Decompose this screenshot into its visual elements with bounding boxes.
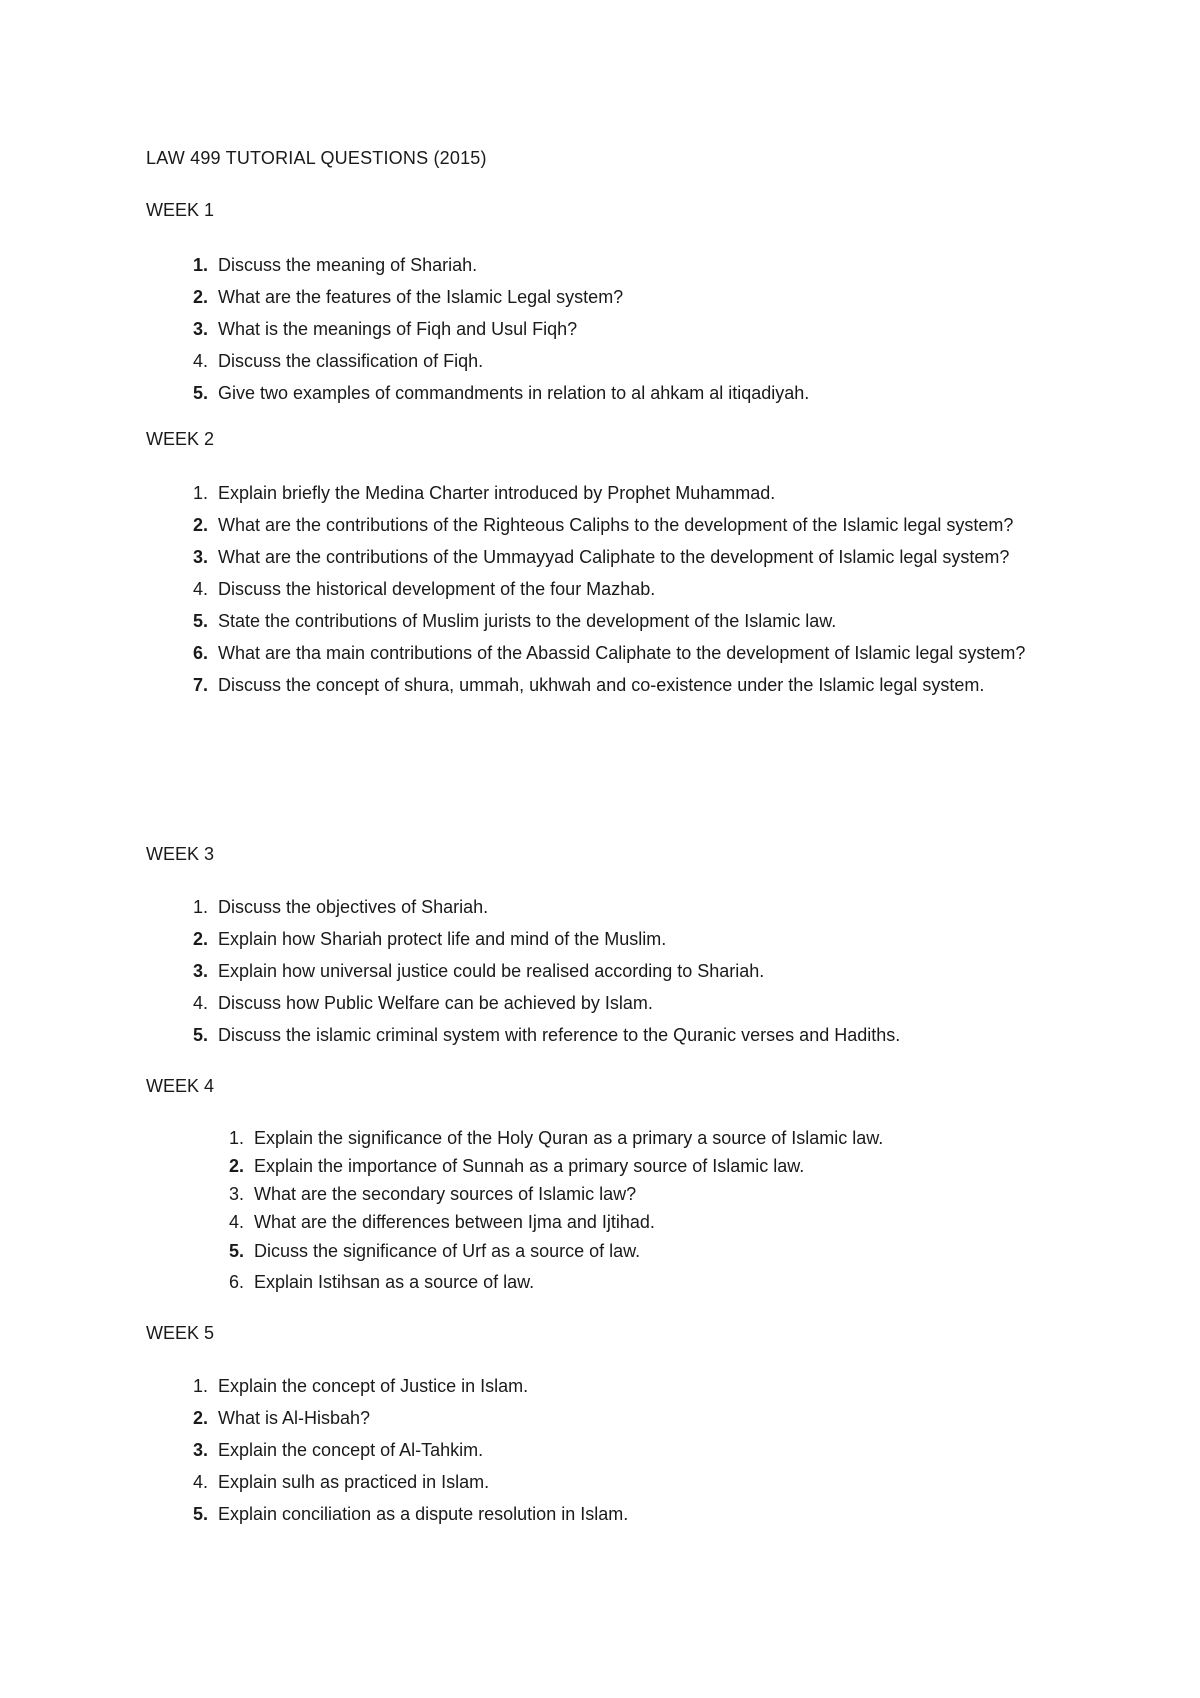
question-item [192, 987, 1078, 1019]
question-text: Explain conciliation as a dispute resolution in Islam. [218, 1504, 629, 1524]
question-number: 5. [192, 383, 208, 403]
week-1-question-list [192, 249, 1078, 409]
question-number: 3. [192, 547, 208, 567]
question-number: 1. [192, 1376, 208, 1396]
question-number: 2. [228, 1156, 244, 1176]
question-item [192, 377, 1078, 409]
question-number: 3. [192, 319, 208, 339]
question-text: Discuss the objectives of Shariah. [218, 897, 489, 917]
question-text: Discuss the meaning of Shariah. [218, 255, 478, 275]
question-text: What are the differences between Ijma and Ijtihad. [254, 1212, 655, 1232]
week-5-heading: WEEK 5 [146, 1323, 215, 1343]
question-number: 4. [192, 1472, 208, 1492]
question-item [192, 313, 1078, 345]
question-number: 6. [228, 1272, 244, 1292]
question-number: 2. [192, 1408, 208, 1428]
question-number: 2. [192, 929, 208, 949]
question-text: What are tha main contributions of the Abassid Caliphate to the development of Islamic legal system? [218, 643, 1026, 663]
question-text: What is the meanings of Fiqh and Usul Fiqh? [218, 319, 578, 339]
question-text: Explain Istihsan as a source of law. [254, 1272, 535, 1292]
question-item [192, 1466, 1078, 1498]
question-item [228, 1124, 1094, 1152]
question-number: 5. [228, 1241, 244, 1261]
document-title: LAW 499 TUTORIAL QUESTIONS (2015) [146, 148, 487, 168]
question-item [192, 1498, 1078, 1530]
week-3-heading: WEEK 3 [146, 844, 215, 864]
question-number: 7. [192, 675, 208, 695]
question-text: What are the secondary sources of Islamic law? [254, 1184, 637, 1204]
question-text: Explain the importance of Sunnah as a primary source of Islamic law. [254, 1156, 805, 1176]
question-number: 1. [192, 897, 208, 917]
question-item [192, 573, 1078, 605]
question-text: Explain the concept of Al-Tahkim. [218, 1440, 484, 1460]
question-item [192, 249, 1078, 281]
question-item [192, 669, 1078, 701]
week-2-heading: WEEK 2 [146, 429, 215, 449]
question-number: 4. [192, 351, 208, 371]
question-text: Discuss the classification of Fiqh. [218, 351, 484, 371]
question-item [228, 1267, 1094, 1298]
question-item [192, 345, 1078, 377]
question-item [192, 1402, 1078, 1434]
question-text: Discuss the concept of shura, ummah, ukhwah and co-existence under the Islamic legal system. [218, 675, 985, 695]
question-item [192, 1370, 1078, 1402]
week-2-question-list [192, 477, 1078, 701]
question-number: 5. [192, 1025, 208, 1045]
question-number: 1. [192, 483, 208, 503]
question-text: Discuss how Public Welfare can be achieved by Islam. [218, 993, 653, 1013]
question-number: 4. [192, 579, 208, 599]
question-item [228, 1208, 1094, 1236]
question-text: Give two examples of commandments in relation to al ahkam al itiqadiyah. [218, 383, 810, 403]
question-number: 6. [192, 643, 208, 663]
question-number: 5. [192, 611, 208, 631]
question-item [192, 605, 1078, 637]
question-text: What are the contributions of the Righteous Caliphs to the development of the Islamic legal system? [218, 515, 1014, 535]
week-3-question-list [192, 891, 1078, 1051]
question-text: Discuss the islamic criminal system with reference to the Quranic verses and Hadiths. [218, 1025, 901, 1045]
question-number: 1. [192, 255, 208, 275]
question-text: What are the features of the Islamic Legal system? [218, 287, 624, 307]
question-number: 1. [228, 1128, 244, 1148]
question-number: 2. [192, 515, 208, 535]
question-item [192, 1434, 1078, 1466]
question-number: 4. [228, 1212, 244, 1232]
question-number: 2. [192, 287, 208, 307]
question-text: What is Al-Hisbah? [218, 1408, 371, 1428]
question-number: 3. [192, 961, 208, 981]
question-item [192, 891, 1078, 923]
question-item [192, 637, 1078, 669]
question-item [228, 1152, 1094, 1180]
question-number: 5. [192, 1504, 208, 1524]
question-number: 4. [192, 993, 208, 1013]
week-1-heading: WEEK 1 [146, 200, 215, 220]
question-text: Explain briefly the Medina Charter introduced by Prophet Muhammad. [218, 483, 776, 503]
question-text: Explain how universal justice could be realised according to Shariah. [218, 961, 765, 981]
question-number: 3. [192, 1440, 208, 1460]
question-item [228, 1180, 1094, 1208]
question-text: Discuss the historical development of the four Mazhab. [218, 579, 656, 599]
week-5-question-list [192, 1370, 1078, 1530]
question-item [192, 509, 1078, 541]
week-4-heading: WEEK 4 [146, 1076, 215, 1096]
question-text: State the contributions of Muslim jurists to the development of the Islamic law. [218, 611, 837, 631]
question-text: Explain the significance of the Holy Quran as a primary a source of Islamic law. [254, 1128, 884, 1148]
question-item [192, 955, 1078, 987]
question-item [228, 1236, 1094, 1267]
question-item [192, 477, 1078, 509]
question-text: Explain how Shariah protect life and mind of the Muslim. [218, 929, 667, 949]
question-text: Explain the concept of Justice in Islam. [218, 1376, 529, 1396]
question-item [192, 923, 1078, 955]
question-number: 3. [228, 1184, 244, 1204]
question-text: What are the contributions of the Ummayyad Caliphate to the development of Islamic legal system? [218, 547, 1010, 567]
question-text: Explain sulh as practiced in Islam. [218, 1472, 490, 1492]
week-4-question-list [228, 1124, 1094, 1298]
question-text: Dicuss the significance of Urf as a source of law. [254, 1241, 641, 1261]
question-item [192, 1019, 1078, 1051]
question-item [192, 281, 1078, 313]
question-item [192, 541, 1078, 573]
